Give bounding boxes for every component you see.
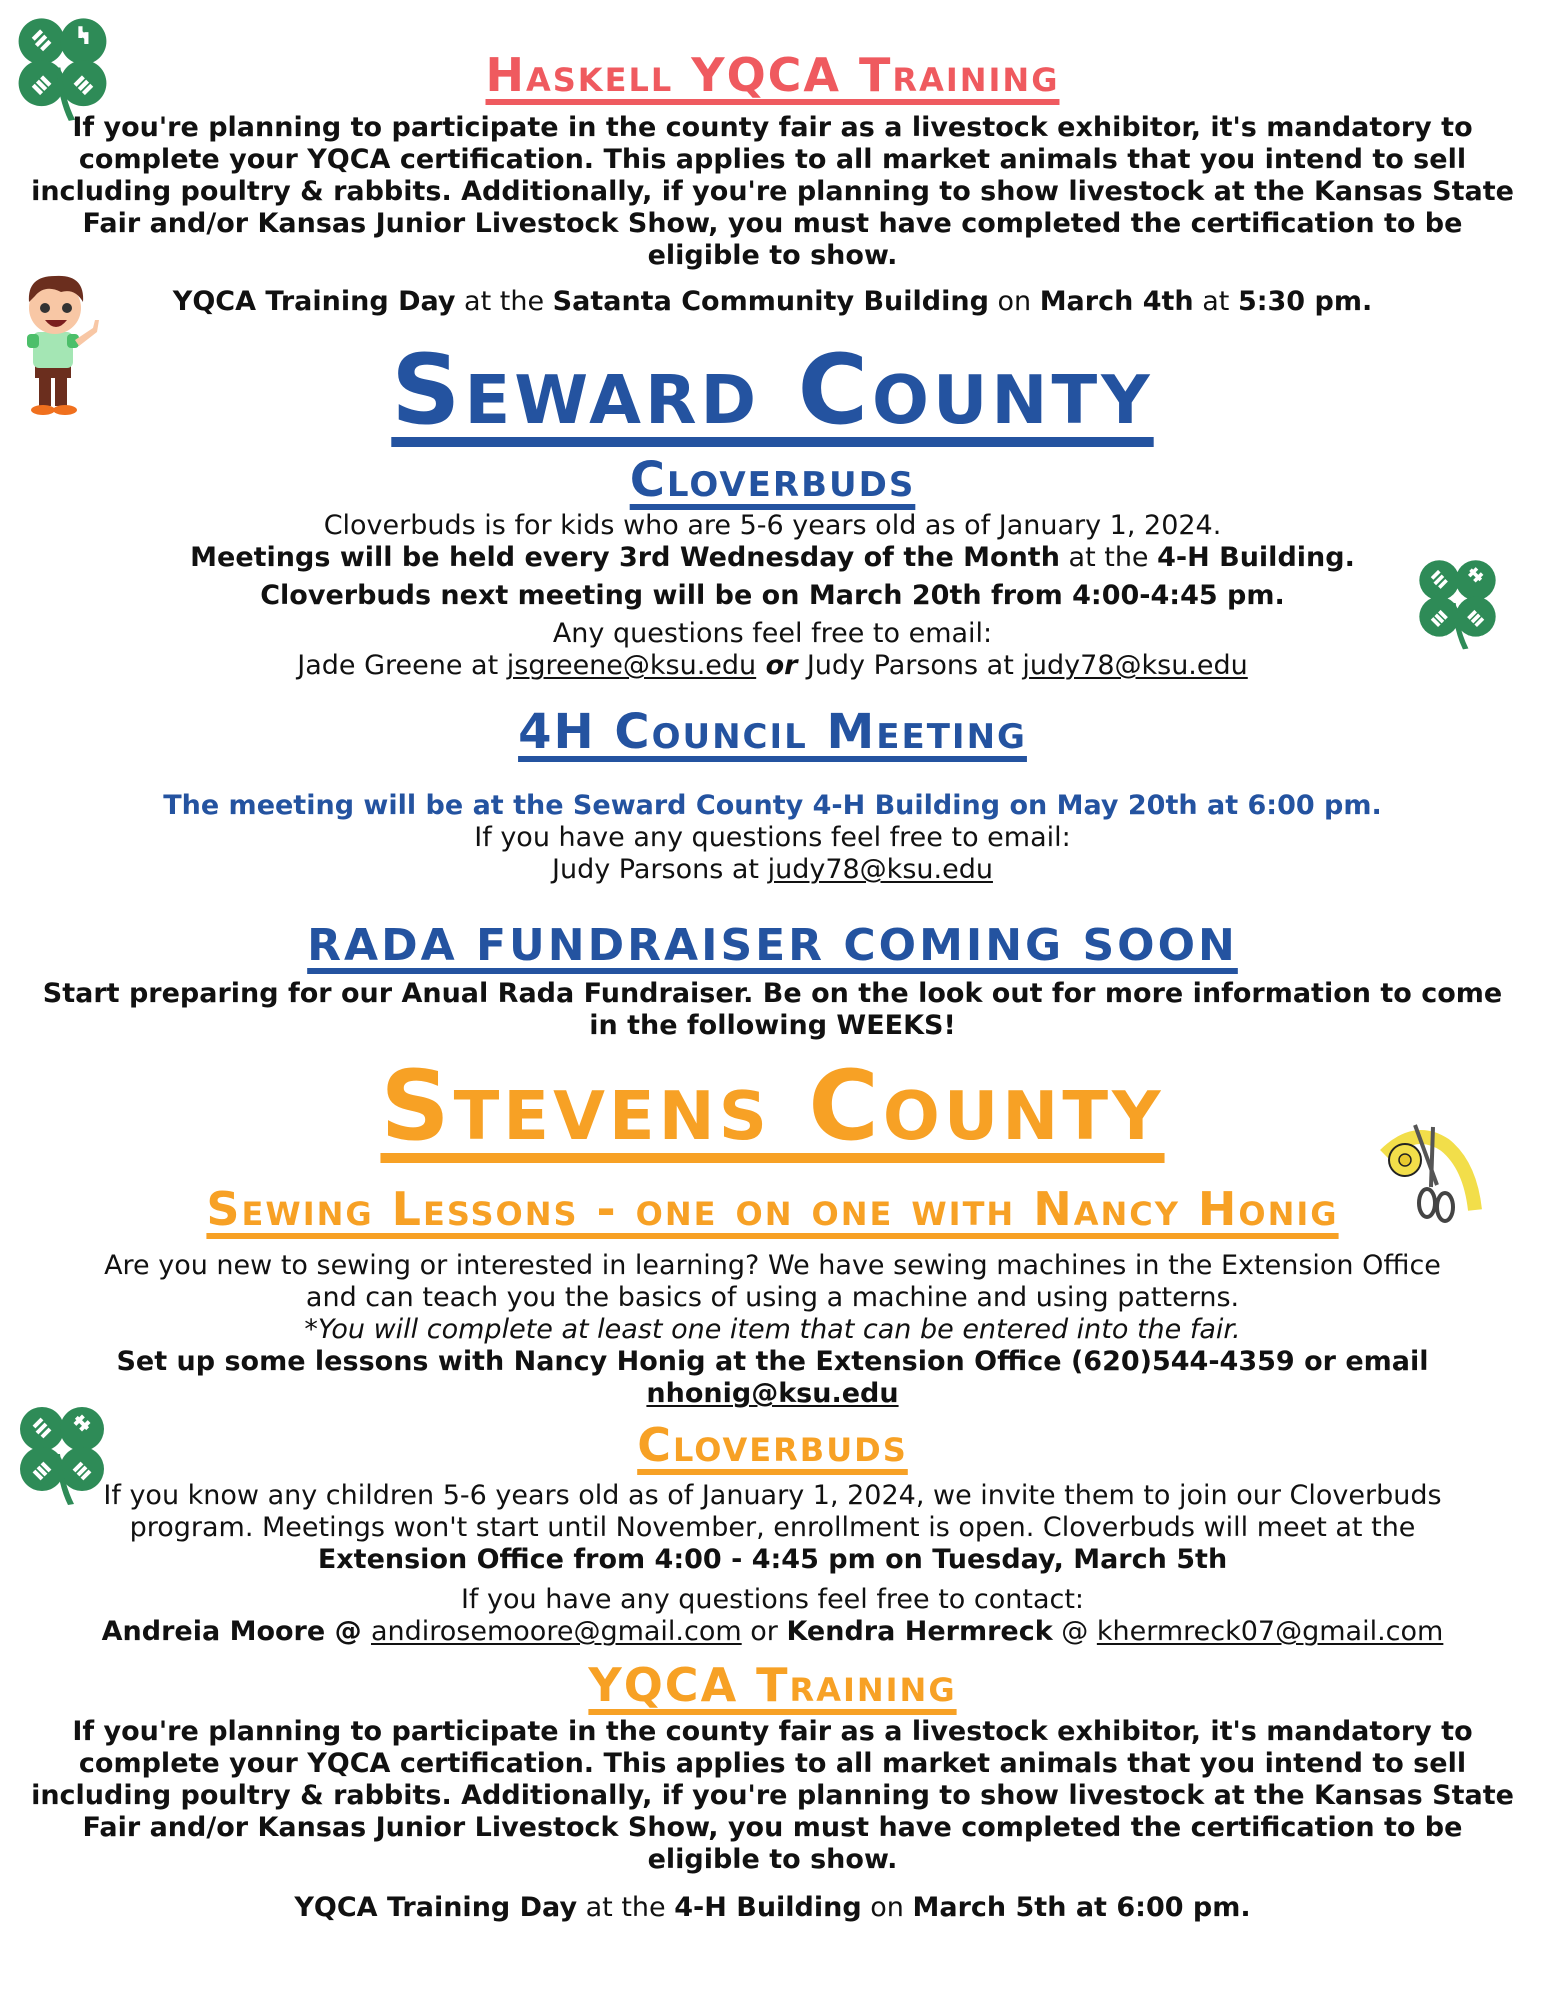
cloverbuds-contacts-line — [0, 650, 1545, 682]
council-heading-row — [0, 704, 1545, 760]
haskell-heading-row — [0, 48, 1545, 102]
rada-line: Start preparing for our Anual Rada Fundraiser. Be on the look out for more information to come — [42, 978, 1503, 1009]
event-place: Satanta Community Building — [552, 286, 989, 317]
sewing-line: Are you new to sewing or interested in learning? We have sewing machines in the Extension Office — [104, 1250, 1441, 1281]
email-link-judy78[interactable]: judy78@ksu.edu — [1022, 650, 1248, 681]
event-name: YQCA Training Day — [294, 1892, 578, 1923]
sewing-body — [0, 1250, 1545, 1410]
stevens-training-day — [0, 1892, 1545, 1924]
sewing-contact-line: Set up some lessons with Nancy Honig at the Extension Office (620)544-4359 or email — [116, 1346, 1429, 1377]
rada-fundraiser-heading: RADA FUNDRAISER COMING SOON — [307, 920, 1238, 971]
council-body — [0, 790, 1545, 886]
stevens-cloverbuds-heading-row — [0, 1418, 1545, 1472]
event-time: 5:30 pm. — [1237, 286, 1373, 317]
haskell-training-day — [0, 286, 1545, 318]
cloverbuds-meetings-line — [0, 542, 1545, 574]
cloverbuds-questions-line: Any questions feel free to email: — [552, 618, 993, 649]
cloverbuds-line: If you know any children 5-6 years old as of January 1, 2024, we invite them to join our Cloverbuds — [103, 1480, 1442, 1511]
council-contact-line — [0, 854, 1545, 886]
connector-text: at — [1193, 286, 1238, 317]
contact-name: Judy Parsons at — [806, 650, 1023, 681]
haskell-body — [0, 112, 1545, 272]
stevens-yqca-heading-row — [0, 1658, 1545, 1712]
connector-text: @ — [1052, 1616, 1097, 1647]
contact-name: Andreia Moore @ — [101, 1616, 371, 1647]
yqca-body-line: Fair and/or Kansas Junior Livestock Show, you must have completed the certification to be — [82, 1812, 1463, 1843]
sewing-line: and can teach you the basics of using a machine and using patterns. — [305, 1282, 1240, 1313]
meetings-place: 4-H Building. — [1157, 542, 1355, 573]
rada-heading-row — [0, 920, 1545, 971]
haskell-body-line: complete your YQCA certification. This applies to all market animals that you intend to sell — [78, 144, 1467, 175]
stevens-county-heading: Stevens County — [380, 1050, 1165, 1162]
email-link-judy78[interactable]: judy78@ksu.edu — [767, 854, 993, 885]
event-date-time: March 5th at 6:00 pm. — [912, 1892, 1251, 1923]
connector-text: or — [756, 650, 807, 681]
stevens-yqca-body — [0, 1716, 1545, 1876]
connector-text: on — [861, 1892, 913, 1923]
yqca-body-line: If you're planning to participate in the county fair as a livestock exhibitor, it's mandatory to — [72, 1716, 1473, 1747]
cloverbuds-contacts-line — [0, 1616, 1545, 1648]
haskell-heading: Haskell YQCA Training — [485, 48, 1060, 102]
stevens-heading-row — [0, 1050, 1545, 1162]
seward-county-heading: Seward County — [391, 334, 1154, 446]
yqca-body-line: complete your YQCA certification. This applies to all market animals that you intend to sell — [78, 1748, 1467, 1779]
cloverbuds-age-line: Cloverbuds is for kids who are 5-6 years old as of January 1, 2024. — [323, 510, 1222, 541]
connector-text: at the — [1059, 542, 1158, 573]
email-link-nhonig[interactable]: nhonig@ksu.edu — [646, 1378, 899, 1409]
email-link-jsgreene[interactable]: jsgreene@ksu.edu — [506, 650, 757, 681]
haskell-body-line: Fair and/or Kansas Junior Livestock Show, you must have completed the certification to be — [82, 208, 1463, 239]
email-link-andirosemoore[interactable]: andirosemoore@gmail.com — [370, 1616, 742, 1647]
cloverbuds-line: program. Meetings won't start until November, enrollment is open. Cloverbuds will meet at the — [129, 1512, 1416, 1543]
stevens-yqca-heading: YQCA Training — [588, 1658, 957, 1712]
email-link-khermreck07[interactable]: khermreck07@gmail.com — [1096, 1616, 1444, 1647]
cloverbuds-questions-line: If you have any questions feel free to contact: — [460, 1584, 1085, 1615]
sewing-lessons-heading: Sewing Lessons - one on one with Nancy Honig — [206, 1182, 1339, 1236]
connector-text: or — [741, 1616, 787, 1647]
haskell-body-line: If you're planning to participate in the county fair as a livestock exhibitor, it's mandatory to — [72, 112, 1473, 143]
connector-text: at the — [577, 1892, 675, 1923]
cloverbuds-meeting-details: Extension Office from 4:00 - 4:45 pm on Tuesday, March 5th — [317, 1544, 1228, 1575]
contact-name: Jade Greene at — [297, 650, 507, 681]
cloverbuds-next-meeting: Cloverbuds next meeting will be on March 20th from 4:00-4:45 pm. — [260, 580, 1285, 611]
sewing-heading-row — [0, 1182, 1545, 1236]
contact-name: Judy Parsons at — [552, 854, 768, 885]
council-meeting-details: The meeting will be at the Seward County 4-H Building on May 20th at 6:00 pm. — [163, 790, 1382, 821]
connector-text: at the — [455, 286, 553, 317]
event-date: March 4th — [1039, 286, 1194, 317]
haskell-body-line: eligible to show. — [647, 240, 898, 271]
seward-heading-row — [0, 334, 1545, 446]
contact-name: Kendra Hermreck — [786, 1616, 1053, 1647]
stevens-cloverbuds-heading: Cloverbuds — [637, 1418, 908, 1472]
connector-text: on — [988, 286, 1040, 317]
sewing-note: *You will complete at least one item that can be entered into the fair. — [304, 1314, 1241, 1345]
council-questions-line: If you have any questions feel free to email: — [474, 822, 1071, 853]
yqca-body-line: including poultry & rabbits. Additionally, if you're planning to show livestock at the Kansas State — [31, 1780, 1514, 1811]
rada-body — [0, 978, 1545, 1042]
yqca-body-line: eligible to show. — [647, 1844, 898, 1875]
meetings-text: Meetings will be held every 3rd Wednesday of the Month — [190, 542, 1060, 573]
event-place: 4-H Building — [674, 1892, 862, 1923]
stevens-cloverbuds-body — [0, 1480, 1545, 1648]
seward-cloverbuds-heading: Cloverbuds — [629, 452, 916, 508]
event-name: YQCA Training Day — [172, 286, 456, 317]
haskell-body-line: including poultry & rabbits. Additionally, if you're planning to show livestock at the Kansas State — [31, 176, 1514, 207]
rada-line: in the following WEEKS! — [589, 1010, 956, 1041]
council-meeting-heading: 4H Council Meeting — [518, 704, 1027, 760]
seward-cloverbuds-body — [0, 510, 1545, 682]
seward-cloverbuds-heading-row — [0, 452, 1545, 508]
